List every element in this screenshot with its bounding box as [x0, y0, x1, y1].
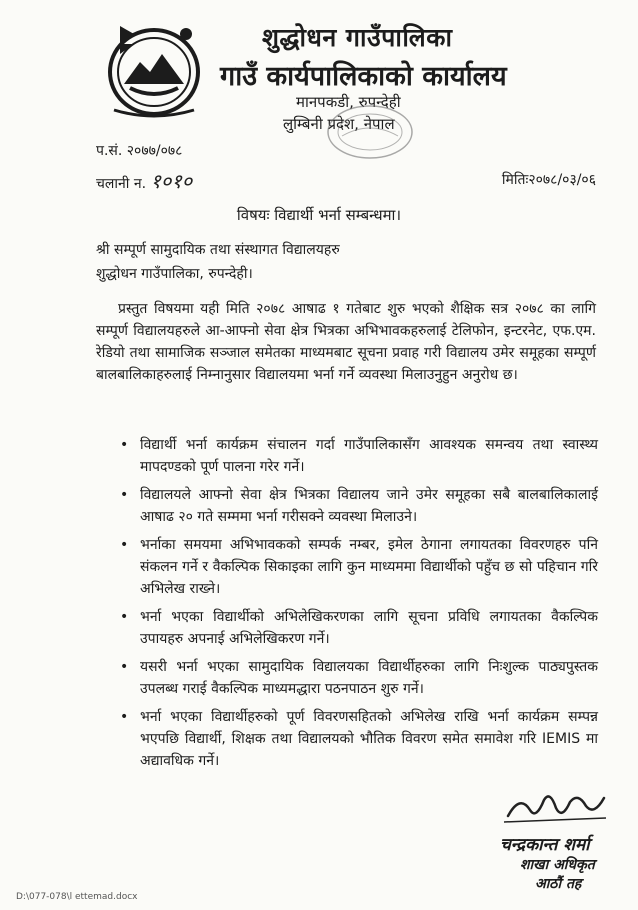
dispatch-label: चलानी न.: [96, 176, 147, 192]
office-title: गाउँ कार्यपालिकाको कार्यालय: [220, 61, 507, 92]
reference-number: प.सं. २०७७/०७८: [96, 143, 183, 159]
list-item: • यसरी भर्ना भएका सामुदायिक विद्यालयका विद्यार्थीहरुका लागि निःशुल्क पाठ्यपुस्तक उपलब्ध गराई वैकल्पिक माध्यमद्धारा पठनपाठन शुरु गर्ने।: [118, 656, 598, 700]
list-item: • भर्ना भएका विद्यार्थीको अभिलेखिकरणका लागि सूचना प्रविधि लगायतका वैकल्पिक उपायहरु अपनाई अभिलेखिकरण गर्ने।: [118, 606, 598, 650]
file-path-footer: D:\077-078\l ettemad.docx: [16, 892, 138, 902]
address-line-2: लुम्बिनी प्रदेश, नेपाल: [283, 115, 395, 133]
subject-line: विषयः विद्यार्थी भर्ना सम्बन्धमा।: [236, 206, 402, 224]
office-name: शुद्धोधन गाउँपालिका: [262, 23, 453, 52]
recipient-line-2: शुद्धोधन गाउँपालिका, रुपन्देही।: [96, 266, 253, 282]
signatory-name: चन्द्रकान्त शर्मा: [500, 835, 590, 855]
recipient-line-1: श्री सम्पूर्ण सामुदायिक तथा संस्थागत विद्यालयहरु: [96, 242, 340, 258]
signatory-grade: आठौं तह: [535, 876, 582, 892]
handwritten-signature-icon: [500, 786, 610, 826]
municipality-emblem-icon: [100, 14, 208, 122]
list-item: • विद्यार्थी भर्ना कार्यक्रम संचालन गर्दा गाउँपालिकासँग आवश्यक समन्वय तथा स्वास्थ्य मापदण्डको पूर्ण पालना गरेर गर्ने।: [118, 434, 598, 478]
dispatch-number: १०१०: [150, 169, 193, 193]
letter-date: मितिः२०७८/०३/०६: [501, 172, 596, 188]
list-item: • विद्यालयले आफ्नो सेवा क्षेत्र भित्रका विद्यालय जाने उमेर समूहका सबै बालबालिकालाई आषाढ २० गते सम्ममा भर्ना गरीसक्ने व्यवस्था मिलाउने।: [118, 484, 598, 528]
address-line-1: मानपकडी, रुपन्देही: [296, 93, 401, 111]
instruction-list: [118, 434, 598, 778]
body-paragraph: प्रस्तुत विषयमा यही मिति २०७८ आषाढ १ गतेबाट शुरु भएको शैक्षिक सत्र २०७८ का लागि सम्पूर्ण विद्यालयहरुले आ-आफ्नो सेवा क्षेत्र भित्रका अभिभावकहरुलाई टेलिफोन, इन्टरनेट, एफ.एम. रेडियो तथा सामाजिक सञ्जाल समेतका माध्यमबाट सूचना प्रवाह गरी विद्यालय उमेर समूहका सम्पूर्ण बालबालिकाहरुलाई निम्नानुसार विद्यालयमा भर्ना गर्ने व्यवस्था मिलाउनुहुन अनुरोध छ।: [96, 301, 596, 383]
office-stamp-icon: [322, 100, 418, 164]
signatory-title: शाखा अधिकृत: [520, 857, 595, 873]
dispatch-number-row: [96, 167, 192, 194]
list-item: • भर्नाका समयमा अभिभावकको सम्पर्क नम्बर, इमेल ठेगाना लगायतका विवरणहरु पनि संकलन गर्ने र वैकल्पिक सिकाइका लागि कुन माध्यममा विद्यार्थीको पहुँच छ सो पहिचान गरि अभिलेख राख्ने।: [118, 534, 598, 600]
list-item: • भर्ना भएका विद्यार्थीहरुको पूर्ण विवरणसहितको अभिलेख राखि भर्ना कार्यक्रम सम्पन्न भएपछि विद्यार्थी, शिक्षक तथा विद्यालयको भौतिक विवरण समेत समावेश गरि IEMIS मा अद्यावधिक गर्ने।: [118, 706, 598, 772]
